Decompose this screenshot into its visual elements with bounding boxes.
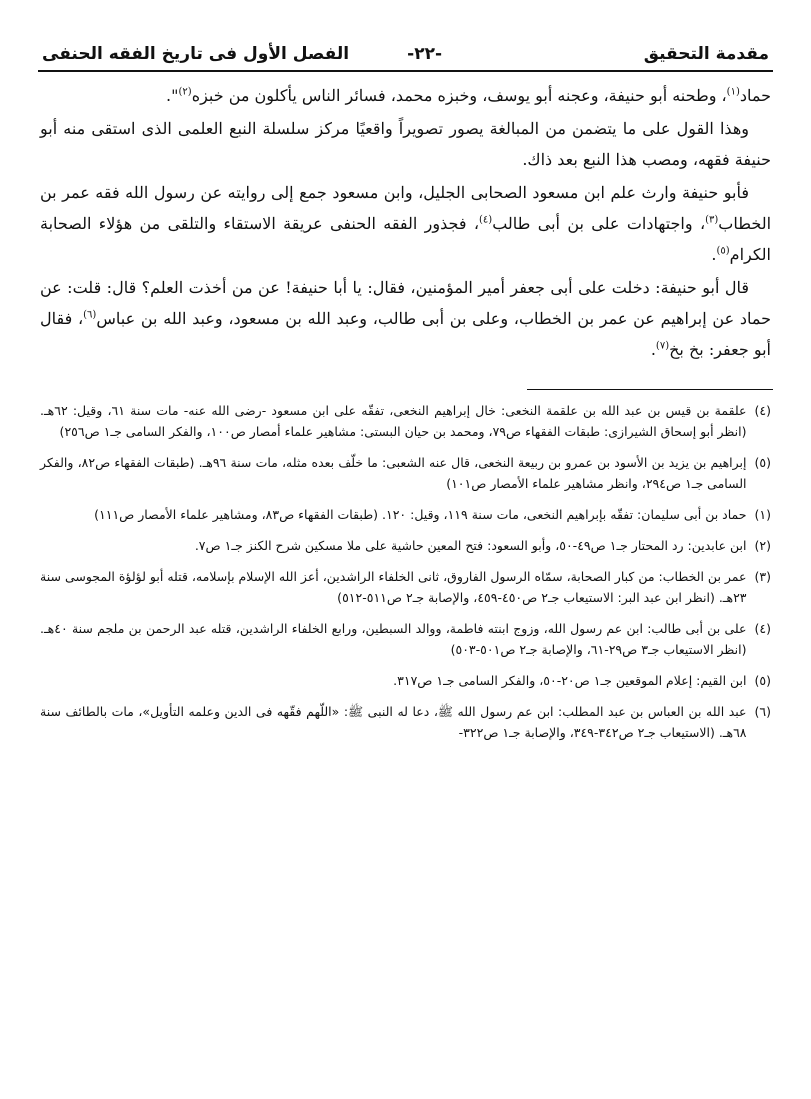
footnotes — [38, 400, 773, 743]
paragraph-text: ، فجذور الفقه الحنفى عريقة الاستقاء والتلقى من هؤلاء الصحابة الكرام — [40, 214, 771, 264]
page-number: -٢٢- — [407, 44, 443, 64]
footnote-number: (٤) — [754, 403, 771, 418]
footnote — [40, 535, 771, 556]
paragraph-text: فأبو حنيفة وارث علم ابن مسعود الصحابى الجليل، وابن مسعود جمع إلى روايته عن رسول الله فقه عمر بن الخطاب — [40, 183, 772, 233]
footnote-number: (١) — [754, 507, 771, 522]
paragraph-text: قال أبو حنيفة: دخلت على أبى جعفر أمير المؤمنين، فقال: يا أبا حنيفة! عن من أخذت العلم؟ قال: قلت: عن حماد عن إبراهيم عن عمر بن الخطاب، وعلى بن أبى طالب، وعبد الله بن مسعود، وعبد الله بن عباس — [40, 278, 771, 328]
footnote-text: حماد بن أبى سليمان: تفقّه بإبراهيم النخعى، مات سنة ١١٩، وقيل: ١٢٠. (طبقات الفقهاء ص٨٣، ومشاهير علماء الأمصار ص١١١) — [94, 507, 747, 522]
header-section-title: مقدمة التحقيق — [643, 44, 769, 64]
paragraph-text: ، واجتهادات على بن أبى طالب — [492, 214, 706, 233]
footnote-ref: (٢) — [178, 86, 192, 98]
paragraph-4 — [40, 272, 771, 365]
paragraph-text: ، فقال أبو جعفر: بخ بخ — [40, 309, 771, 359]
paragraph-text: ، وطحنه أبو حنيفة، وعجنه أبو يوسف، وخبزه محمد، فسائر الناس يأكلون من خبزه — [191, 86, 727, 105]
paragraph-text: . — [711, 245, 717, 264]
running-header — [38, 44, 773, 70]
paragraph-3 — [40, 177, 771, 270]
footnote-number: (٥) — [754, 455, 771, 470]
footnote-text: على بن أبى طالب: ابن عم رسول الله، وزوج ابنته فاطمة، ووالد السبطين، ورابع الخلفاء الراشدين، قتله عبد الرحمن بن ملجم سنة ٤٠هـ. (انظر الاستيعاب جـ٣ ص٢٩-٦١، والإصابة جـ٢ ص٥٠١-٥٠٣) — [40, 621, 747, 657]
footnote — [40, 452, 771, 494]
footnote-text: ابن القيم: إعلام الموقعين جـ١ ص٢٠-٥٠، والفكر السامى جـ١ ص٣١٧. — [393, 673, 747, 688]
footnote — [40, 504, 771, 525]
footnote-ref: (٥) — [716, 245, 730, 257]
footnote-number: (٣) — [754, 569, 771, 584]
footnote — [40, 670, 771, 691]
footnote-separator — [527, 389, 773, 390]
footnote — [40, 618, 771, 660]
footnote — [40, 701, 771, 743]
footnote-number: (٦) — [754, 704, 771, 719]
footnote-text: ابن عابدين: رد المحتار جـ١ ص٤٩-٥٠، وأبو السعود: فتح المعين حاشية على ملا مسكين شرح الكنز جـ١ ص٧. — [194, 538, 747, 553]
paragraph-1 — [40, 80, 771, 111]
footnote-text: إبراهيم بن يزيد بن الأسود بن عمرو بن ربيعة النخعى، قال عنه الشعبى: ما خلّف بعده مثله، مات سنة ٩٦هـ. (طبقات الفقهاء ص٨٢، والفكر السامى جـ١ ص٢٩٤، وانظر مشاهير علماء الأمصار ص١٠١) — [40, 455, 747, 491]
paragraph-2: وهذا القول على ما يتضمن من المبالغة يصور تصويراً واقعيًا مركز سلسلة النبع العلمى الذى استقى منه أبو حنيفة فقهه، ومصب هذا النبع بعد ذاك. — [40, 119, 771, 169]
header-rule — [38, 70, 773, 72]
footnote-text: علقمة بن قيس بن عبد الله بن علقمة النخعى: خال إبراهيم النخعى، تفقّه على ابن مسعود -رضى الله عنه- مات سنة ٦١، وقيل: ٦٢هـ. (انظر أبو إسحاق الشيرازى: طبقات الفقهاء ص٧٩، ومحمد بن حيان البستى: مشاهير علماء أمصار ص١٠٠، والفكر السامى جـ١ ص٢٥٦) — [40, 403, 747, 439]
paragraph-text: حماد — [739, 86, 771, 105]
footnote-text: عبد الله بن العباس بن عبد المطلب: ابن عم رسول الله ﷺ، دعا له النبى ﷺ: «اللّهم فقّهه فى الدين وعلمه التأويل»، مات بالطائف سنة ٦٨هـ. (الاستيعاب جـ٢ ص٣٤٢-٣٤٩، والإصابة جـ١ ص٣٢٢- — [40, 704, 747, 740]
footnote-ref: (٧) — [655, 340, 670, 352]
footnote-ref: (١) — [726, 86, 740, 98]
footnote — [40, 566, 771, 608]
main-text — [38, 80, 773, 365]
footnote-text: عمر بن الخطاب: من كبار الصحابة، سمّاه الرسول الفاروق، ثانى الخلفاء الراشدين، أعز الله الإسلام بإسلامه، قتله أبو لؤلؤة المجوسى سنة ٢٣هـ. (انظر ابن عبد البر: الاستيعاب جـ٢ ص٤٥٠-٤٥٩، والإصابة جـ٢ ص٥١١-٥١٢) — [40, 569, 747, 605]
footnote-number: (٤) — [754, 621, 771, 636]
footnote-number: (٥) — [754, 673, 771, 688]
header-left-group — [42, 44, 442, 64]
footnote-ref: (٦) — [83, 309, 97, 321]
footnote — [40, 400, 771, 442]
footnote-ref: (٣) — [705, 214, 719, 226]
footnote-number: (٢) — [754, 538, 771, 553]
footnote-ref: (٤) — [479, 214, 493, 226]
paragraph-text: ". — [166, 86, 179, 105]
paragraph-text: . — [650, 340, 656, 359]
header-chapter-title: الفصل الأول فى تاريخ الفقه الحنفى — [42, 44, 350, 64]
